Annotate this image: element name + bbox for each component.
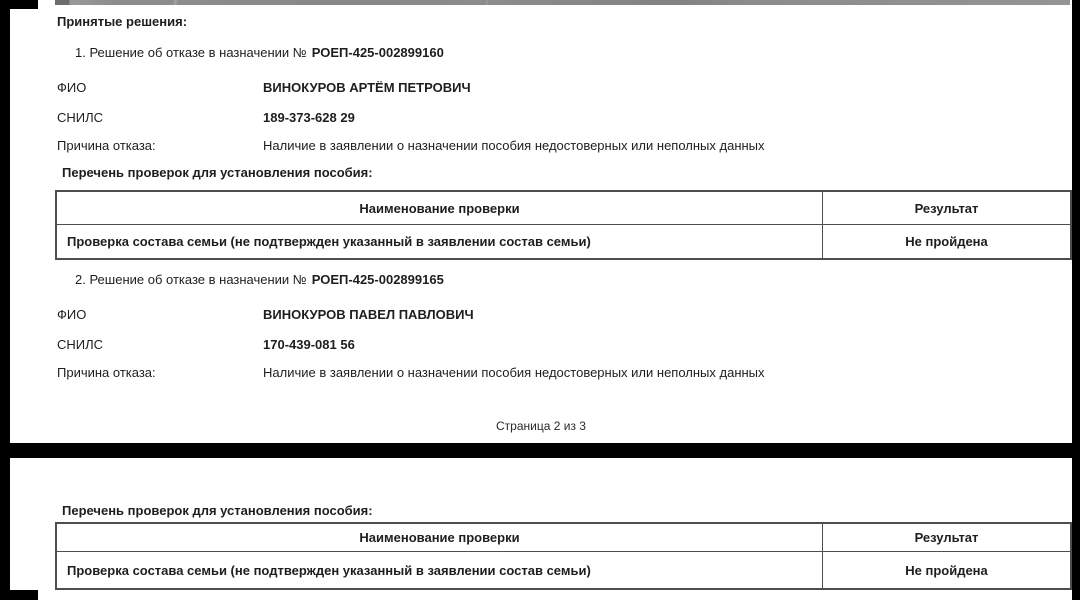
decisions-heading: Принятые решения:	[57, 14, 188, 29]
reason-row-2	[10, 365, 1072, 381]
reason-label: Причина отказа:	[57, 365, 156, 380]
decision-2-title-text: 2. Решение об отказе в назначении №	[75, 272, 307, 287]
checks-table-1-col-name: Наименование проверки	[359, 200, 520, 216]
fio-label: ФИО	[57, 307, 87, 322]
decision-1-number: РОЕП-425-002899160	[311, 45, 444, 60]
checks-table-2-col-name: Наименование проверки	[359, 530, 520, 545]
fio-row-2	[10, 307, 1072, 323]
checks-table-1	[55, 190, 1072, 260]
fio-value: ВИНОКУРОВ АРТЁМ ПЕТРОВИЧ	[263, 80, 471, 95]
decision-2-number: РОЕП-425-002899165	[311, 272, 444, 287]
snils-value: 189-373-628 29	[263, 110, 355, 125]
cut-off-table-border	[55, 0, 1070, 5]
checks-heading-2: Перечень проверок для установления пособия:	[62, 503, 373, 518]
checks-table-2-data-row	[57, 552, 1070, 588]
reason-label: Причина отказа:	[57, 138, 156, 153]
fio-label: ФИО	[57, 80, 87, 95]
corner-notch-top-left	[0, 0, 38, 9]
check-result-cell: Не пройдена	[822, 225, 1070, 258]
check-name-cell: Проверка состава семьи (не подтвержден указанный в заявлении состав семьи)	[67, 562, 591, 578]
decision-1-title-text: 1. Решение об отказе в назначении №	[75, 45, 307, 60]
fio-row-1	[10, 80, 1072, 96]
document-page-2	[10, 0, 1072, 443]
checks-table-1-col-result: Результат	[822, 192, 1070, 224]
checks-table-1-header-row	[57, 192, 1070, 225]
checks-table-2-col-result: Результат	[822, 524, 1070, 551]
snils-label: СНИЛС	[57, 110, 104, 125]
check-name-cell: Проверка состава семьи (не подтвержден указанный в заявлении состав семьи)	[67, 234, 591, 249]
reason-value: Наличие в заявлении о назначении пособия недостоверных или неполных данных	[263, 365, 765, 380]
document-page-3	[10, 458, 1072, 600]
reason-row-1	[10, 138, 1072, 154]
checks-table-2-header-row	[57, 524, 1070, 552]
viewer-right-edge-bar	[1072, 0, 1080, 600]
page-number-footer: Страница 2 из 3	[496, 419, 586, 433]
decision-1-title	[75, 45, 444, 60]
checks-table-2	[55, 522, 1072, 590]
check-result-cell: Не пройдена	[822, 552, 1070, 588]
reason-value: Наличие в заявлении о назначении пособия недостоверных или неполных данных	[263, 138, 765, 153]
corner-notch-bottom-left	[0, 590, 38, 600]
snils-row-2	[10, 337, 1072, 353]
fio-value: ВИНОКУРОВ ПАВЕЛ ПАВЛОВИЧ	[263, 307, 474, 322]
decision-2-title	[75, 272, 444, 287]
checks-heading-1: Перечень проверок для установления пособия:	[62, 165, 373, 180]
page-separator-band	[0, 443, 1080, 458]
checks-table-1-data-row	[57, 225, 1070, 258]
snils-row-1	[10, 110, 1072, 126]
viewer-left-edge-bar	[0, 0, 10, 600]
snils-value: 170-439-081 56	[263, 337, 355, 352]
snils-label: СНИЛС	[57, 337, 104, 352]
